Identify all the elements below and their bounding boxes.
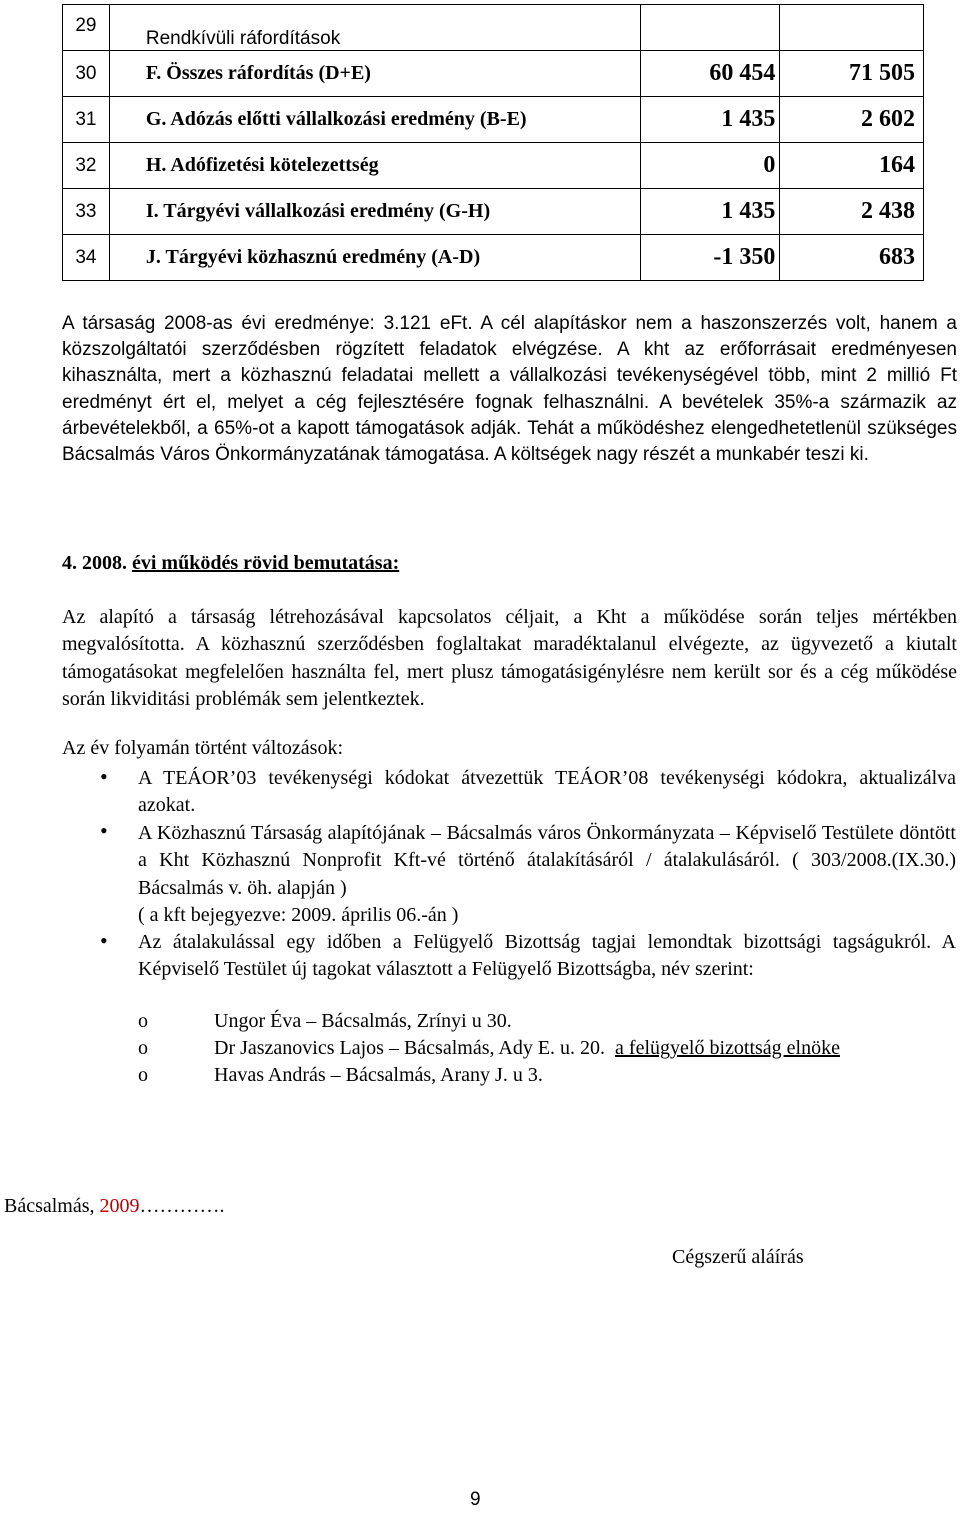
bullet-icon: • [100,764,108,789]
sub-bullet-icon: o [138,1010,148,1032]
row-number: 30 [63,51,110,97]
page-number: 9 [470,1489,481,1510]
list-item: A Közhasznú Társaság alapítójának – Bácsalmás város Önkormányzata – Képviselő Testülete döntött a Kht Közhasznú Nonprofit Kft-vé történő átalakításáról / átalakulásáról. ( 303/2008.(IX.30.) Bácsalmás v. öh. alapján ) [138,822,956,899]
table-row [63,143,924,189]
place-date [4,1195,225,1218]
section-number: 4. 2008. [62,552,127,574]
row-number: 32 [63,143,110,189]
list-item: A TEÁOR’03 tevékenységi kódokat átvezettük TEÁOR’08 tevékenységi kódokra, aktualizálva azokat. [138,767,956,817]
table-row [63,189,924,235]
changes-title: Az év folyamán történt változások: [62,737,344,759]
row-label: J. Tárgyévi közhasznú eredmény (A-D) [109,235,640,281]
value-current: 2 438 [780,189,924,235]
member-text: Ungor Éva – Bácsalmás, Zrínyi u 30. [214,1010,512,1032]
section-title: évi működés rövid bemutatása: [132,552,400,574]
signature-label: Cégszerű aláírás [672,1246,804,1268]
member-item [214,1037,840,1060]
table-row [63,5,924,51]
value-previous: 1 435 [640,189,780,235]
member-text: Havas András – Bácsalmás, Arany J. u 3. [214,1064,543,1086]
section-heading [62,552,399,575]
value-current: 71 505 [780,51,924,97]
row-label: Rendkívüli ráfordítások [109,5,640,51]
table-row [63,97,924,143]
member-note: a felügyelő bizottság elnöke [615,1037,840,1059]
value-previous: 0 [640,143,780,189]
row-label: G. Adózás előtti vállalkozási eredmény (B-E) [109,97,640,143]
row-number: 34 [63,235,110,281]
value-current [780,5,924,51]
value-current: 683 [780,235,924,281]
row-number: 29 [63,5,110,51]
place: Bácsalmás, [4,1195,95,1217]
row-label: F. Összes ráfordítás (D+E) [109,51,640,97]
sub-bullet-icon: o [138,1037,148,1059]
overview-paragraph: Az alapító a társaság létrehozásával kapcsolatos céljait, a Kht a működése során teljes mértékben megvalósította. A közhasznú szerződésben foglaltakat maradéktalanul elvégezte, az ügyvezető a kiutalt támogatásokat megfelelően használta fel, mert plusz támogatásigénylésre nem került sor és a cég működése során likviditási problémák sem jelentkeztek. [62,606,957,711]
result-paragraph: A társaság 2008-as évi eredménye: 3.121 eFt. A cél alapításkor nem a haszonszerzés volt, hanem a közszolgáltatói szerződésben rögzített feladatok elvégzése. A kht az erőforrásait eredményesen kihasználta, mert a közhasznú feladatai mellett a vállalkozási tevékenységével több, mint 2 millió Ft eredményt ért el, melyet a cég fejlesztésére fognak felhasználni. A bevételek 35%-a származik az árbevételekből, a 65%-ot a kapott támogatások adják. Tehát a működéshez elengedhetetlenül szükséges Bácsalmás Város Önkormányzatának támogatása. A költségek nagy részét a munkabér teszi ki. [62,313,957,466]
row-label: H. Adófizetési kötelezettség [109,143,640,189]
table-row [63,51,924,97]
member-text: Dr Jaszanovics Lajos – Bácsalmás, Ady E. u. 20. [214,1037,606,1059]
row-number: 33 [63,189,110,235]
list-item-note: ( a kft bejegyezve: 2009. április 06.-án ) [138,904,459,926]
date-dots: …………. [139,1195,225,1217]
member-item [214,1064,543,1087]
sub-bullet-icon: o [138,1064,148,1086]
financial-table [62,4,924,281]
bullet-icon: • [100,928,108,953]
table-row [63,235,924,281]
year: 2009 [99,1195,140,1217]
bullet-icon: • [100,818,108,843]
value-previous: -1 350 [640,235,780,281]
row-number: 31 [63,97,110,143]
value-previous: 60 454 [640,51,780,97]
value-current: 164 [780,143,924,189]
member-item [214,1010,512,1033]
row-label: I. Tárgyévi vállalkozási eredmény (G-H) [109,189,640,235]
list-item: Az átalakulással egy időben a Felügyelő Bizottság tagjai lemondtak bizottsági tagságukról. A Képviselő Testület új tagokat választott a Felügyelő Bizottságba, név szerint: [138,931,956,981]
value-previous [640,5,780,51]
value-previous: 1 435 [640,97,780,143]
value-current: 2 602 [780,97,924,143]
